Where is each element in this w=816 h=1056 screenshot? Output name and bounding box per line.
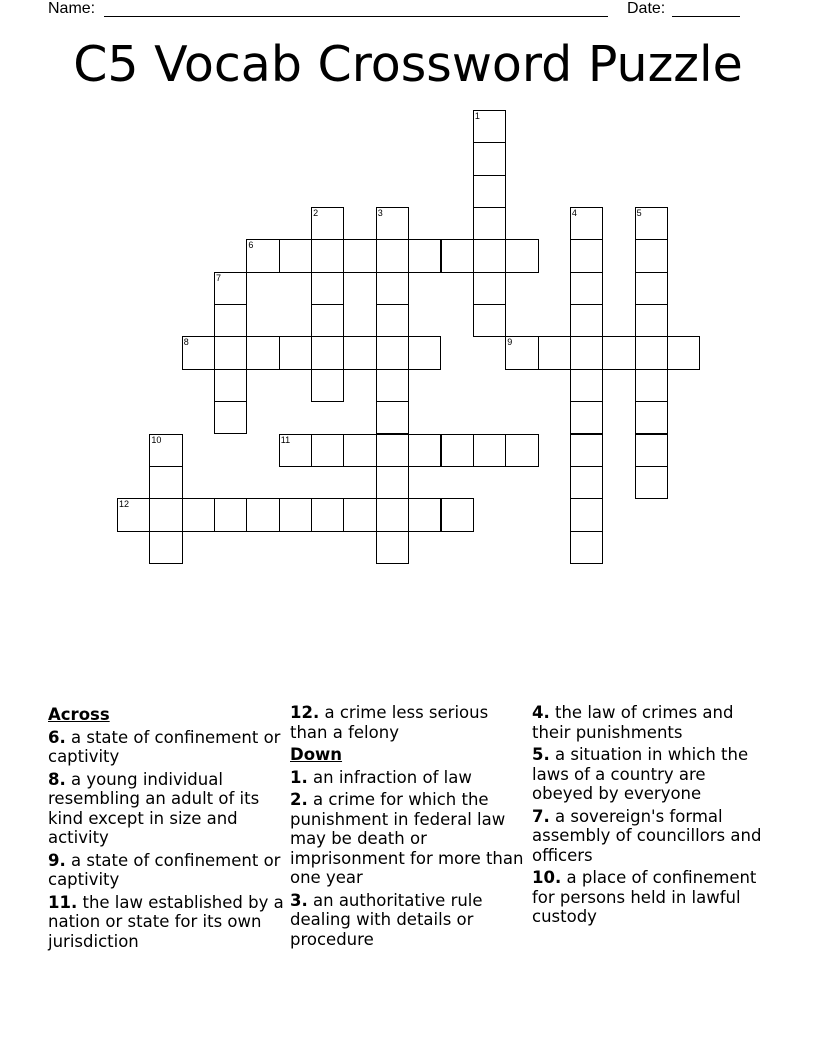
clue-across-9: [48, 851, 284, 890]
crossword-cell[interactable]: [635, 434, 668, 467]
crossword-cell[interactable]: [149, 498, 182, 531]
clue-across-6: [48, 728, 284, 767]
crossword-cell[interactable]: [311, 434, 344, 467]
clue-text: a place of confinement for persons held in lawful custody: [532, 868, 757, 926]
crossword-cell[interactable]: [376, 434, 409, 467]
clue-number: 4.: [532, 703, 550, 722]
crossword-cell[interactable]: [505, 239, 538, 272]
clue-text: the law established by a nation or state for its own jurisdiction: [48, 892, 284, 951]
clue-down-10: [532, 868, 768, 927]
clue-text: a state of confinement or captivity: [48, 727, 281, 766]
clue-across-12: [290, 703, 526, 742]
crossword-cell[interactable]: [182, 498, 215, 531]
crossword-cell[interactable]: [635, 272, 668, 305]
crossword-cell[interactable]: [376, 401, 409, 434]
crossword-cell[interactable]: [214, 401, 247, 434]
cell-number: 11: [280, 434, 291, 445]
crossword-cell[interactable]: [635, 466, 668, 499]
crossword-cell[interactable]: [635, 401, 668, 434]
crossword-cell[interactable]: [117, 498, 150, 531]
clue-number: 7.: [532, 806, 550, 826]
crossword-cell[interactable]: [149, 531, 182, 564]
cell-number: 10: [151, 434, 162, 445]
crossword-cell[interactable]: [635, 304, 668, 337]
clue-number: 8.: [48, 769, 66, 789]
crossword-cell[interactable]: [311, 239, 344, 272]
crossword-cell[interactable]: [570, 369, 603, 402]
crossword-cell[interactable]: [279, 434, 312, 467]
crossword-cell[interactable]: [214, 498, 247, 531]
crossword-cell[interactable]: [570, 207, 603, 240]
date-label: Date:: [627, 0, 666, 17]
crossword-cell[interactable]: [441, 498, 474, 531]
crossword-cell[interactable]: [473, 207, 506, 240]
clue-text: the law of crimes and their punishments: [532, 703, 734, 742]
clue-across-8: [48, 770, 284, 848]
clue-number: 10.: [532, 868, 562, 887]
crossword-cell[interactable]: [311, 369, 344, 402]
cell-number: 2: [313, 208, 319, 219]
crossword-cell[interactable]: [246, 239, 279, 272]
crossword-cell[interactable]: [473, 175, 506, 208]
crossword-cell[interactable]: [635, 239, 668, 272]
crossword-cell[interactable]: [279, 336, 312, 369]
crossword-cell[interactable]: [343, 434, 376, 467]
clue-number: 9.: [48, 850, 66, 870]
crossword-cell[interactable]: [376, 336, 409, 369]
crossword-cell[interactable]: [343, 239, 376, 272]
crossword-cell[interactable]: [473, 142, 506, 175]
clue-number: 2.: [290, 790, 308, 809]
clue-text: an infraction of law: [313, 767, 472, 787]
crossword-cell[interactable]: [505, 434, 538, 467]
crossword-cell[interactable]: [149, 434, 182, 467]
crossword-cell[interactable]: [408, 336, 441, 369]
crossword-cell[interactable]: [570, 434, 603, 467]
crossword-cell[interactable]: [441, 239, 474, 272]
crossword-cell[interactable]: [570, 272, 603, 305]
clue-number: 11.: [48, 892, 78, 912]
crossword-cell[interactable]: [311, 272, 344, 305]
cell-number: 1: [474, 111, 480, 121]
cell-number: 5: [636, 208, 642, 219]
crossword-cell[interactable]: [343, 336, 376, 369]
crossword-cell[interactable]: [408, 498, 441, 531]
crossword-cell[interactable]: [311, 498, 344, 531]
crossword-cell[interactable]: [473, 304, 506, 337]
clue-text: a state of confinement or captivity: [48, 850, 281, 889]
crossword-cell[interactable]: [376, 369, 409, 402]
clue-text: a crime less serious than a felony: [290, 703, 489, 742]
clue-column-1: [48, 703, 284, 954]
cell-number: 3: [377, 208, 383, 219]
clue-text: a situation in which the laws of a country are obeyed by everyone: [532, 745, 749, 803]
clue-down-2: [290, 790, 526, 888]
crossword-cell[interactable]: [473, 110, 506, 143]
crossword-cell[interactable]: [376, 466, 409, 499]
crossword-cell[interactable]: [570, 466, 603, 499]
cell-number: 8: [183, 337, 189, 348]
clue-down-3: [290, 891, 526, 950]
name-label: Name:: [48, 0, 96, 17]
crossword-cell[interactable]: [570, 498, 603, 531]
down-heading: Down: [290, 745, 343, 764]
crossword-cell[interactable]: [408, 434, 441, 467]
clue-text: a sovereign's formal assembly of councillors and officers: [532, 806, 762, 865]
crossword-cell[interactable]: [376, 272, 409, 305]
page-title: C5 Vocab Crossword Puzzle: [73, 36, 743, 93]
crossword-cell[interactable]: [182, 336, 215, 369]
crossword-cell[interactable]: [214, 272, 247, 305]
across-heading: Across: [48, 705, 110, 724]
crossword-cell[interactable]: [667, 336, 700, 369]
crossword-cell[interactable]: [570, 336, 603, 369]
clue-number: 1.: [290, 767, 308, 787]
clue-text: an authoritative rule dealing with details or procedure: [290, 890, 483, 949]
cell-number: 4: [571, 208, 577, 219]
clue-text: a young individual resembling an adult of its kind except in size and activity: [48, 769, 260, 847]
clue-down-1: [290, 768, 526, 788]
cell-number: 7: [216, 272, 222, 283]
clue-number: 5.: [532, 745, 550, 764]
clue-number: 3.: [290, 890, 308, 910]
crossword-cell[interactable]: [343, 498, 376, 531]
crossword-cell[interactable]: [570, 531, 603, 564]
crossword-cell[interactable]: [570, 401, 603, 434]
crossword-cell[interactable]: [311, 336, 344, 369]
crossword-cell[interactable]: [376, 239, 409, 272]
crossword-cell[interactable]: [408, 239, 441, 272]
crossword-cell[interactable]: [473, 434, 506, 467]
crossword-cell[interactable]: [214, 304, 247, 337]
crossword-cell[interactable]: [635, 369, 668, 402]
crossword-cell[interactable]: [376, 498, 409, 531]
crossword-cell[interactable]: [279, 498, 312, 531]
crossword-cell[interactable]: [311, 304, 344, 337]
crossword-cell[interactable]: [570, 239, 603, 272]
cell-number: 6: [248, 240, 254, 251]
clue-number: 12.: [290, 703, 320, 722]
crossword-cell[interactable]: [441, 434, 474, 467]
clue-text: a crime for which the punishment in federal law may be death or imprisonment for more than one year: [290, 790, 524, 887]
clue-column-3: [532, 703, 768, 930]
crossword-cell[interactable]: [376, 207, 409, 240]
crossword-cell[interactable]: [505, 336, 538, 369]
crossword-cell[interactable]: [635, 207, 668, 240]
cell-number: 9: [507, 337, 513, 348]
crossword-cell[interactable]: [635, 336, 668, 369]
crossword-cell[interactable]: [214, 336, 247, 369]
clue-column-2: [290, 703, 526, 952]
crossword-cell[interactable]: [376, 304, 409, 337]
crossword-cell[interactable]: [602, 336, 635, 369]
crossword-cell[interactable]: [570, 304, 603, 337]
crossword-cell[interactable]: [376, 531, 409, 564]
clue-down-7: [532, 807, 768, 866]
crossword-cell[interactable]: [246, 498, 279, 531]
cell-number: 12: [119, 499, 130, 510]
crossword-cell[interactable]: [214, 369, 247, 402]
clue-down-4: [532, 703, 768, 742]
crossword-cell[interactable]: [538, 336, 571, 369]
crossword-cell[interactable]: [246, 336, 279, 369]
clue-number: 6.: [48, 727, 66, 747]
crossword-cell[interactable]: [311, 207, 344, 240]
crossword-cell[interactable]: [473, 239, 506, 272]
crossword-cell[interactable]: [279, 239, 312, 272]
crossword-cell[interactable]: [473, 272, 506, 305]
clue-across-11: [48, 893, 284, 952]
clue-down-5: [532, 745, 768, 804]
crossword-cell[interactable]: [149, 466, 182, 499]
